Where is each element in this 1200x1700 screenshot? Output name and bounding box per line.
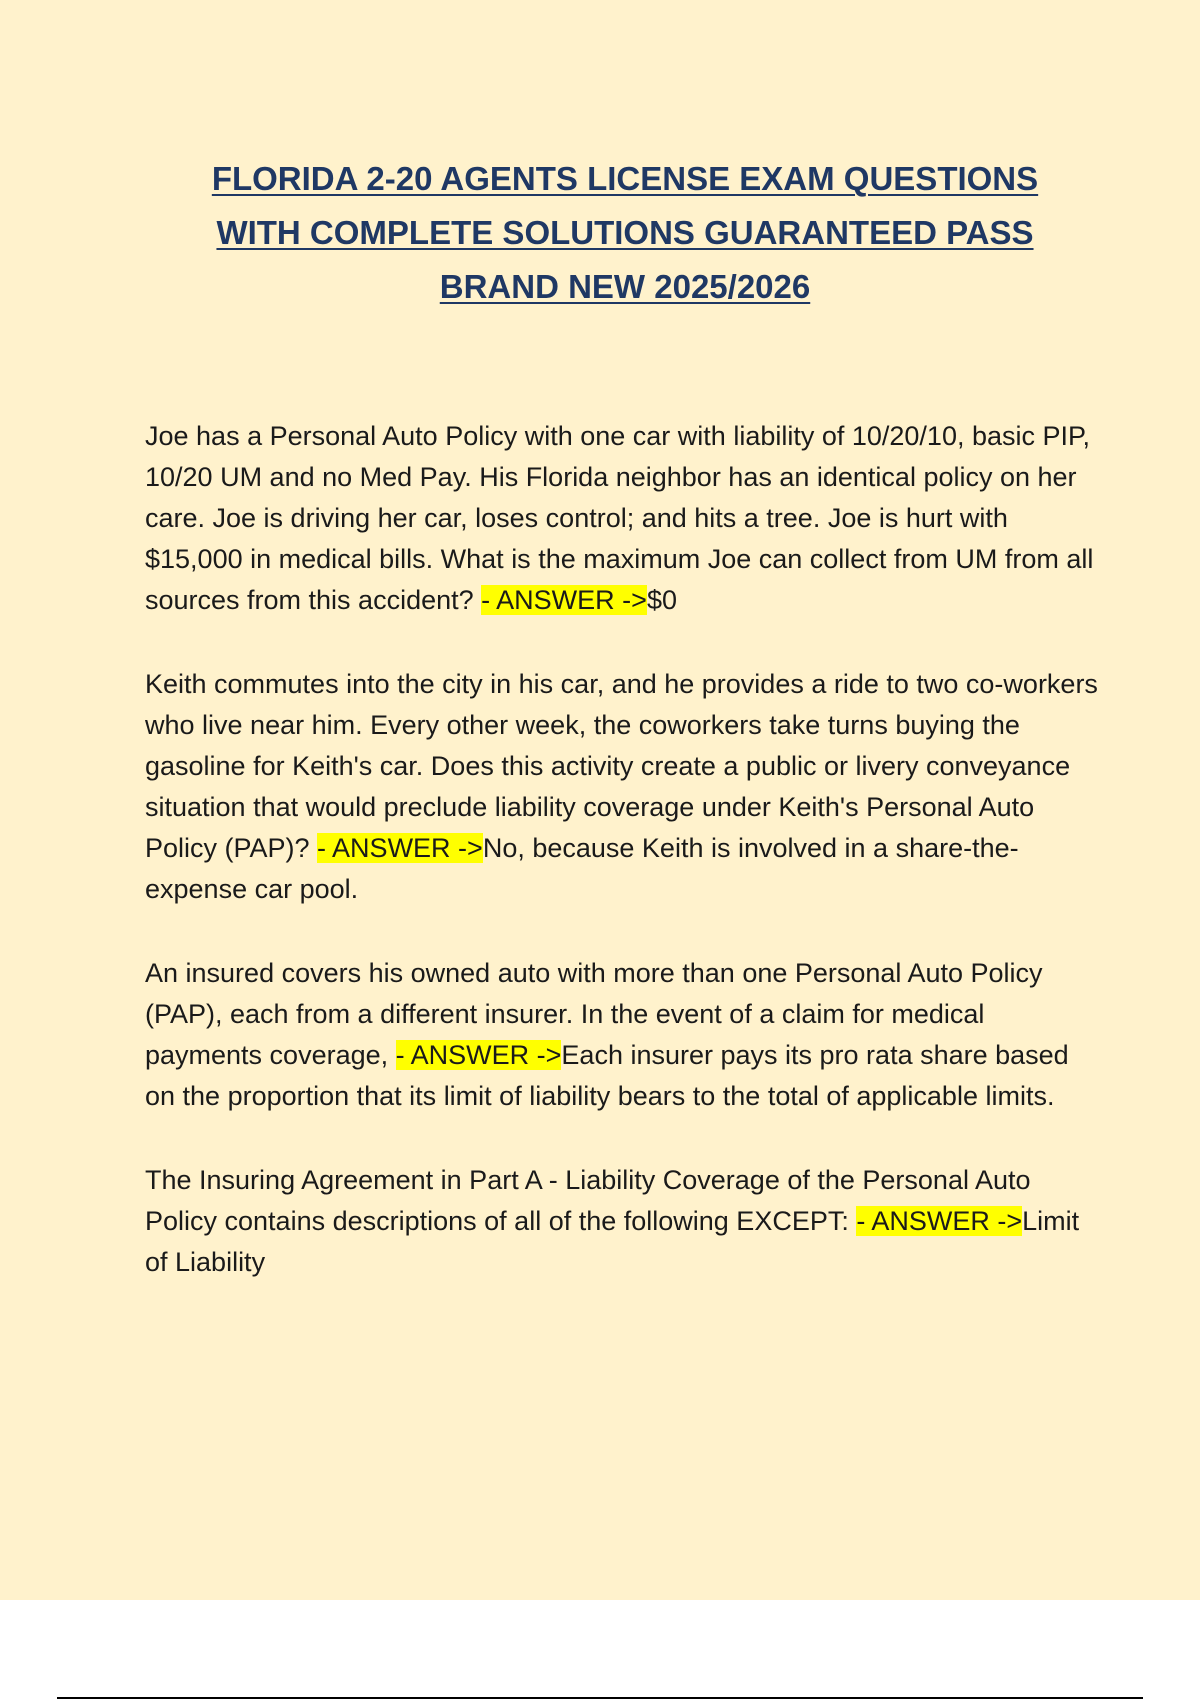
answer-text: $0: [646, 585, 677, 615]
question-item: [145, 953, 1105, 1117]
footer-divider: [57, 1697, 1143, 1699]
title-line: WITH COMPLETE SOLUTIONS GUARANTEED PASS: [216, 214, 1034, 251]
title-line: FLORIDA 2-20 AGENTS LICENSE EXAM QUESTIONS: [211, 160, 1039, 197]
question-text: Keith commutes into the city in his car, and he provides a ride to two co-workers who live near him. Every other week, the coworkers take turns buying the gasoline for Keith's car. Does this activity create a public or livery conveyance situation that would preclude liability coverage under Keith's Personal Auto Policy (PAP)?: [145, 669, 1098, 863]
question-item: [145, 1160, 1105, 1283]
document-title: [150, 152, 1100, 314]
title-line: BRAND NEW 2025/2026: [439, 268, 811, 305]
answer-marker: - ANSWER ->: [317, 833, 483, 863]
answer-text: No, because Keith is involved in a share-the-expense car pool.: [145, 833, 1019, 904]
answer-marker: - ANSWER ->: [856, 1206, 1023, 1236]
question-list: [145, 416, 1105, 1326]
question-text: An insured covers his owned auto with more than one Personal Auto Policy (PAP), each from a different insurer. In the event of a claim for medical payments coverage,: [145, 958, 1043, 1070]
answer-text: Limit of Liability: [145, 1206, 1080, 1277]
answer-text: Each insurer pays its pro rata share based on the proportion that its limit of liability bears to the total of applicable limits.: [145, 1040, 1069, 1111]
question-item: [145, 664, 1105, 910]
answer-marker: - ANSWER ->: [395, 1040, 562, 1070]
question-text: Joe has a Personal Auto Policy with one car with liability of 10/20/10, basic PIP, 10/20 UM and no Med Pay. His Florida neighbor has an identical policy on her care. Joe is driving her car, loses control; and hits a tree. Joe is hurt with $15,000 in medical bills. What is the maximum Joe can collect from UM from all sources from this accident?: [145, 421, 1094, 615]
question-text: The Insuring Agreement in Part A - Liability Coverage of the Personal Auto Policy contains descriptions of all of the following EXCEPT:: [145, 1165, 1031, 1236]
question-item: [145, 416, 1105, 621]
answer-marker: - ANSWER ->: [481, 585, 647, 615]
